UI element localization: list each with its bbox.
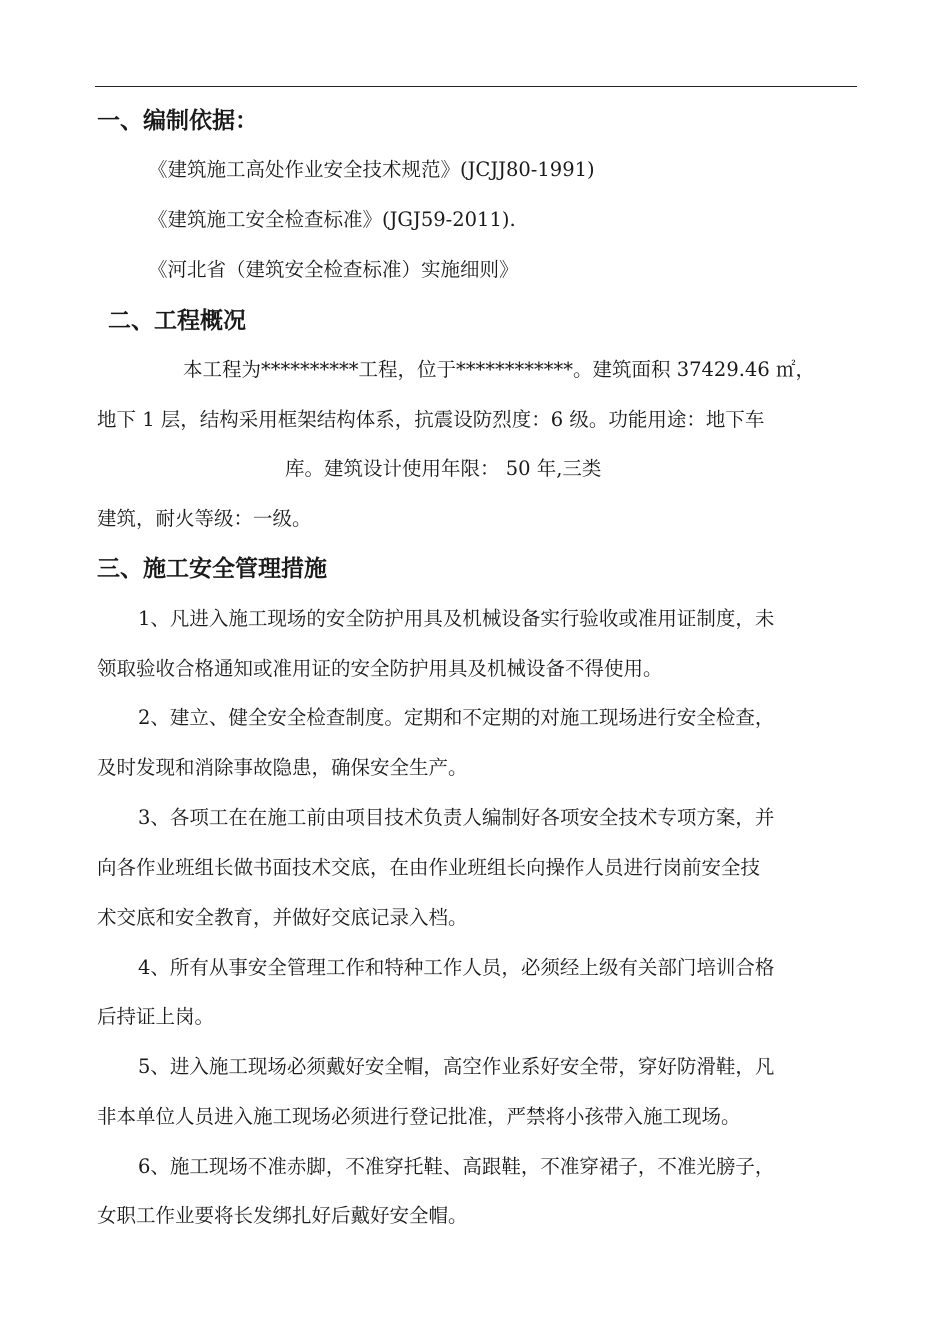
overview-line-1: 本工程为**********工程，位于************。建筑面积 37429.46 ㎡， — [183, 358, 815, 381]
measure-5-line-1: 5、进入施工现场必须戴好安全帽，高空作业系好安全带，穿好防滑鞋，凡 — [138, 1055, 775, 1078]
measure-6-line-1: 6、施工现场不准赤脚，不准穿托鞋、高跟鞋，不准穿裙子，不准光膀子， — [138, 1155, 775, 1178]
section1-heading: 一、编制依据： — [97, 107, 258, 134]
measure-3-line-2: 向各作业班组长做书面技术交底，在由作业班组长向操作人员进行岗前安全技 — [97, 856, 761, 879]
measure-2-line-1: 2、建立、健全安全检查制度。定期和不定期的对施工现场进行安全检查， — [138, 706, 775, 729]
measure-2-line-2: 及时发现和消除事故隐患，确保安全生产。 — [97, 756, 468, 779]
overview-line-2: 地下 1 层，结构采用框架结构体系，抗震设防烈度：6 级。功能用途：地下车 — [97, 408, 765, 431]
section3-heading: 三、施工安全管理措施 — [97, 555, 327, 582]
reference-item-1: 《建筑施工高处作业安全技术规范》(JCJJ80-1991) — [148, 158, 595, 181]
measure-5-line-2: 非本单位人员进入施工现场必须进行登记批准，严禁将小孩带入施工现场。 — [97, 1105, 741, 1128]
measure-6-line-2: 女职工作业要将长发绑扎好后戴好安全帽。 — [97, 1204, 468, 1227]
section2-heading: 二、工程概况 — [108, 307, 246, 334]
measure-1-line-2: 领取验收合格通知或准用证的安全防护用具及机械设备不得使用。 — [97, 657, 663, 680]
overview-line-3: 库。建筑设计使用年限： 50 年,三类 — [285, 457, 602, 480]
measure-1-line-1: 1、凡进入施工现场的安全防护用具及机械设备实行验收或准用证制度，未 — [138, 607, 775, 630]
overview-line-4: 建筑，耐火等级：一级。 — [97, 507, 312, 530]
measure-3-line-1: 3、各项工在在施工前由项目技术负责人编制好各项安全技术专项方案，并 — [138, 806, 775, 829]
reference-item-2: 《建筑施工安全检查标准》(JGJ59-2011). — [148, 208, 516, 231]
header-rule — [95, 86, 857, 87]
measure-4-line-1: 4、所有从事安全管理工作和特种工作人员，必须经上级有关部门培训合格 — [138, 956, 775, 979]
reference-item-3: 《河北省（建筑安全检查标准）实施细则》 — [148, 258, 519, 281]
measure-3-line-3: 术交底和安全教育，并做好交底记录入档。 — [97, 906, 468, 929]
measure-4-line-2: 后持证上岗。 — [97, 1005, 215, 1028]
